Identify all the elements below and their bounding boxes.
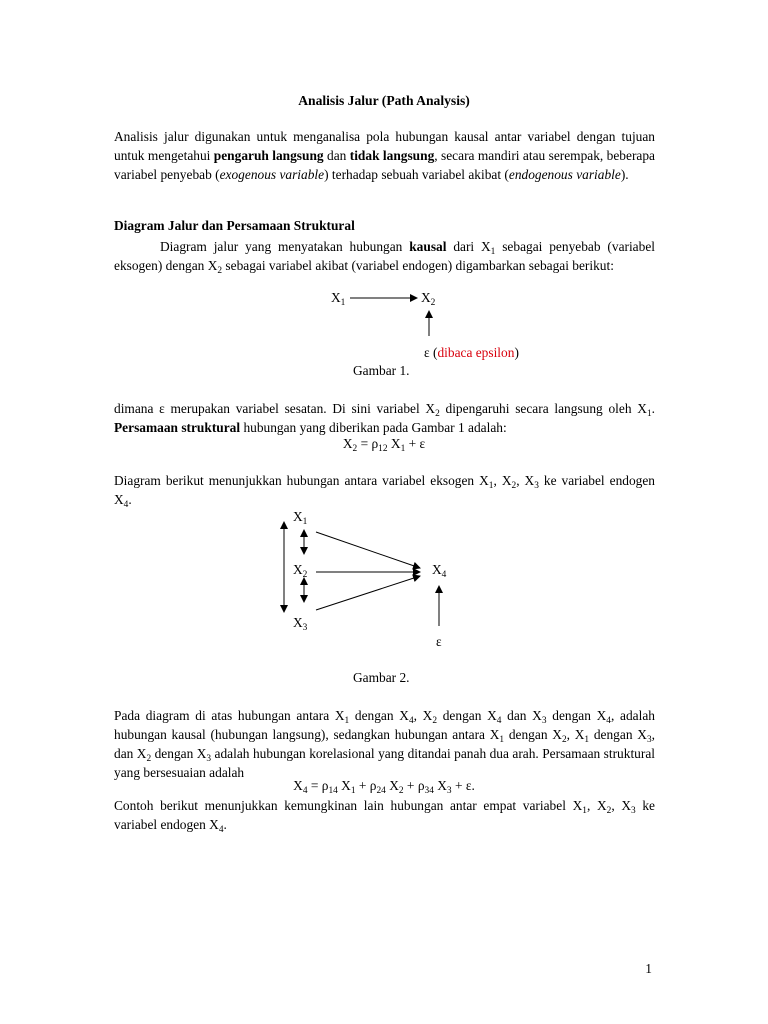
- bold-text: kausal: [409, 239, 447, 254]
- text: dan: [323, 148, 350, 163]
- text: dari X: [446, 239, 491, 254]
- text: , X: [516, 473, 535, 488]
- page-number: 1: [645, 961, 652, 976]
- epsilon-note: dibaca epsilon: [437, 345, 515, 360]
- text: dipengaruhi secara langsung oleh X: [439, 401, 647, 416]
- fig2-epsilon-label: ε: [436, 634, 442, 649]
- text: ) terhadap sebuah variabel akibat (: [324, 167, 509, 182]
- subscript: 2: [511, 481, 517, 491]
- section-heading: Diagram Jalur dan Persamaan Struktural: [114, 218, 355, 233]
- text: , X: [493, 473, 512, 488]
- bold-text: pengaruh langsung: [213, 148, 324, 163]
- fig2-x1-label: $X_1$: [293, 509, 308, 527]
- fig2-caption: Gambar 2.: [353, 670, 410, 685]
- subscript: 2: [217, 266, 223, 276]
- equation-2: $X_4 = \rho_{14}$ $X_1 + \rho_{24}$ $X_2 + \rho_{34}$ $X_3 + \varepsilon$.: [293, 778, 475, 796]
- italic-text: exogenous variable: [219, 167, 325, 182]
- text: , secara mandiri atau serempak, beberapa variabel penyebab (: [114, 148, 655, 182]
- text: Diagram berikut menunjukkan hubungan antara variabel eksogen X: [114, 473, 489, 488]
- fig1-caption: Gambar 1.: [353, 363, 410, 378]
- causal-x1-x4-arrow: [316, 532, 420, 568]
- subscript: 1: [646, 409, 652, 419]
- text: dimana ε merupakan variabel sesatan. Di sini variabel X: [114, 401, 436, 416]
- fig1-x1-label: $X_1$: [331, 290, 346, 308]
- bold-text: Persamaan struktural: [114, 420, 241, 435]
- text: hubungan yang diberikan pada Gambar 1 adalah:: [240, 420, 507, 435]
- text: Analisis jalur digunakan untuk menganalisa pola hubungan kausal antar variabel dengan tujuan untuk mengetahui: [114, 129, 655, 163]
- equation-1: $X_2 = \rho_{12}$ $X_1 + \varepsilon$: [342, 436, 426, 454]
- relationship-paragraph: Pada diagram di atas hubungan antara $X_1$ dengan $X_4$, $X_2$ dengan $X_4$ dan $X_3$ dengan $X_4$, adalah hubungan kausal (hubungan langsung), sedangkan hubungan antara $X_1$ dengan $X_2$, $X_1$ dengan $X_3$, dan $X_2$ dengan $X_3$ adalah hubungan korelasional yang ditandai panah dua arah. Persamaan struktural yang bersesuaian adalah: [114, 708, 655, 780]
- subscript: 2: [435, 409, 440, 419]
- fig2-x3-label: $X_3$: [293, 615, 308, 633]
- fig2-x4-label: $X_4$: [432, 562, 447, 580]
- text: .: [128, 492, 132, 507]
- subscript: 1: [490, 247, 496, 257]
- subscript: 4: [123, 500, 129, 510]
- text: sebagai penyebab (variabel eksogen) dengan X: [114, 239, 655, 273]
- example-paragraph: Contoh berikut menunjukkan kemungkinan lain hubungan antar empat variabel $X_1$, $X_2$, $X_3$ ke variabel endogen $X_4$.: [114, 798, 655, 835]
- fig2-x2-label: $X_2$: [293, 562, 308, 580]
- subscript: 3: [534, 481, 539, 491]
- causal-x3-x4-arrow: [316, 576, 420, 610]
- subscript: 1: [488, 481, 494, 491]
- text: .: [651, 401, 655, 416]
- text: ).: [620, 167, 629, 182]
- text: sebagai variabel akibat (variabel endogen) digambarkan sebagai berikut:: [222, 258, 614, 273]
- fig1-epsilon-label: ε (dibaca epsilon): [424, 345, 519, 360]
- page-title: Analisis Jalur (Path Analysis): [298, 93, 470, 108]
- italic-text: endogenous variable: [508, 167, 621, 182]
- bold-text: tidak langsung: [349, 148, 435, 163]
- text: ke variabel endogen X: [114, 473, 655, 507]
- fig1-x2-label: $X_2$: [421, 290, 436, 308]
- text: Diagram jalur yang menyatakan hubungan: [160, 239, 410, 254]
